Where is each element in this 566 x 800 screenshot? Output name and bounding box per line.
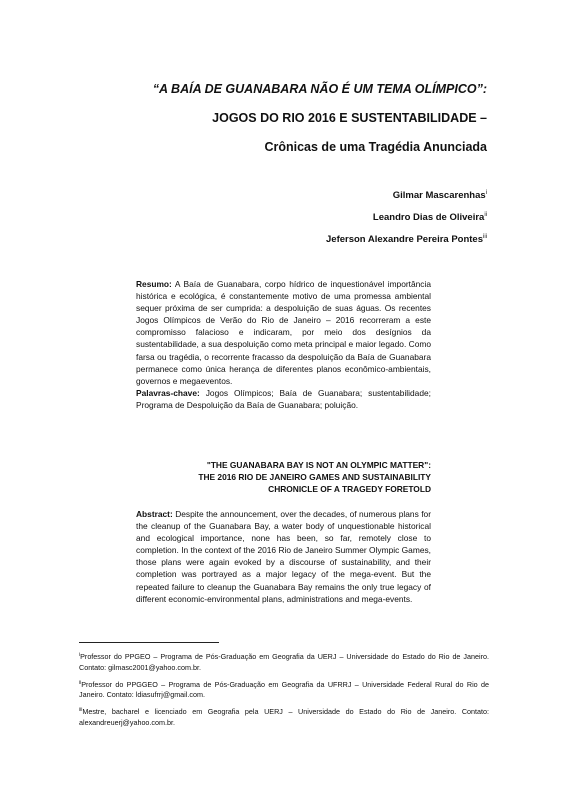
footnote (79, 650, 489, 674)
english-title-line-3: CHRONICLE OF A TRAGEDY FORETOLD (268, 484, 431, 495)
keywords-label: Palavras-chave: (136, 387, 200, 398)
english-title-line-1: "THE GUANABARA BAY IS NOT AN OLYMPIC MATTER": (206, 460, 431, 470)
footnote-text: Mestre, bacharel e licenciado em Geografia pela UERJ – Universidade do Estado do Rio de Janeiro. Contato: alexandreuerj@yahoo.com.br. (79, 707, 489, 727)
footnote (79, 705, 489, 729)
title-line-3: Crônicas de uma Tragédia Anunciada (264, 140, 487, 154)
author-footnote-mark: i (485, 190, 487, 196)
author-footnote-mark: ii (484, 212, 487, 218)
abstract-section (136, 508, 431, 605)
author-footnote-mark: iii (483, 234, 487, 240)
abstract-text: Despite the announcement, over the decades, of numerous plans for the cleanup of the Guanabara Bay, a water body of unquestionable historical and ecological importance, none has been, so far, remotely close to completion. In the context of the 2016 Rio de Janeiro Summer Olympic Games, those plans were again evoked by a discourse of sustainability, and their completion was portrayed as a major legacy of the mega-event. But the repeated failure to cleanup the Guanabara Bay remains the only true legacy of different economic-environmental plans, administrations and mega-events. (136, 509, 431, 604)
keywords-paragraph (136, 387, 431, 411)
resumo-text: A Baía de Guanabara, corpo hídrico de inquestionável importância histórica e ecológica, é constantemente motivo de uma promessa ambiental sequer próxima de ser cumprida: a despoluição de suas águas. Os recentes Jogos Olímpicos de Verão do Rio de Janeiro – 2016 recorreram a este compromisso falacioso e indicaram, por meio dos desígnios da sustentabilidade, a sua despoluição como meta principal e maior legado. Como farsa ou tragédia, o recorrente fracasso da despoluição da Baía de Guanabara permanece como única herança de diferentes planos econômico-ambientais, governos e megaeventos. (136, 279, 431, 386)
title-line-1: “A BAÍA DE GUANABARA NÃO É UM TEMA OLÍMPICO”: (152, 82, 487, 96)
keywords-text: Jogos Olímpicos; Baía de Guanabara; sustentabilidade; Programa de Despoluição da Baía de Guanabara; poluição. (136, 387, 431, 410)
footnote-text: Professor do PPGEO – Programa de Pós-Graduação em Geografia da UERJ – Universidade do Estado do Rio de Janeiro. Contato: gilmasc2001@yahoo.com.br. (79, 652, 489, 672)
footnote-mark: iii (79, 707, 83, 714)
english-title (131, 459, 431, 495)
footnote-mark: ii (79, 679, 82, 686)
abstract-label: Abstract: (136, 509, 173, 519)
author-name: Jeferson Alexandre Pereira Pontes (326, 234, 483, 245)
author-name: Leandro Dias de Oliveira (372, 212, 485, 223)
resumo-label: Resumo: (136, 279, 172, 289)
english-title-line-2: THE 2016 RIO DE JANEIRO GAMES AND SUSTAINABILITY (198, 472, 431, 483)
author-2 (373, 212, 487, 223)
footnote (79, 678, 489, 702)
footnotes (79, 650, 489, 733)
footnote-divider (79, 642, 219, 643)
resumo-section (136, 278, 431, 411)
title-line-2: JOGOS DO RIO 2016 E SUSTENTABILIDADE – (212, 111, 487, 125)
footnote-mark: i (79, 652, 81, 658)
author-3 (326, 234, 487, 245)
author-1 (393, 190, 487, 201)
resumo-paragraph (136, 278, 431, 387)
footnote-text: Professor do PPGGEO – Programa de Pós-Graduação em Geografia da UFRRJ – Universidade Federal Rural do Rio de Janeiro. Contato: ldiasufrrj@gmail.com. (79, 679, 489, 700)
author-name: Gilmar Mascarenhas (392, 190, 486, 201)
